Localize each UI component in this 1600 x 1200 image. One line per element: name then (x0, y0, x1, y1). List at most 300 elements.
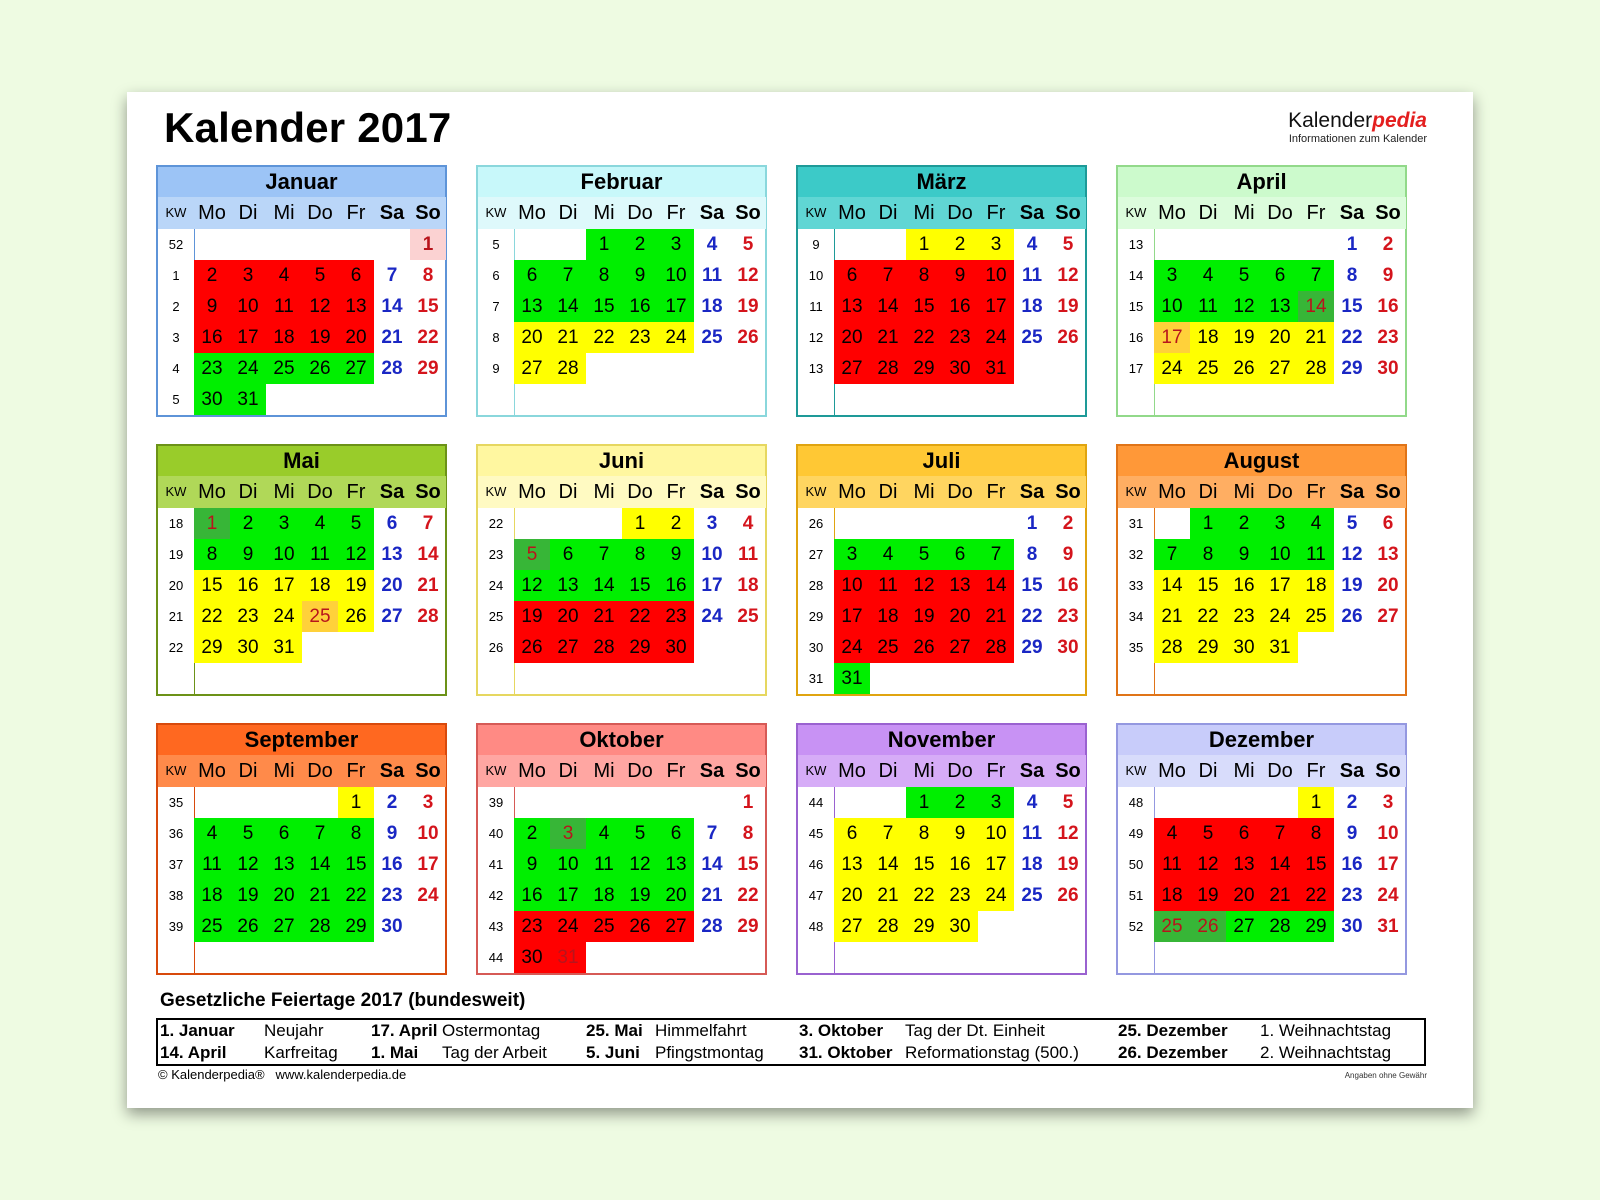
day-cell[interactable]: 27 (949, 637, 971, 658)
day-cell[interactable]: 5 (742, 234, 754, 255)
day-cell[interactable]: 18 (1021, 854, 1043, 875)
day-cell[interactable]: 3 (278, 513, 290, 534)
day-cell[interactable]: 24 (237, 358, 259, 379)
day-cell[interactable]: 31 (1269, 637, 1291, 658)
day-cell[interactable]: 2 (206, 265, 218, 286)
day-cell[interactable]: 8 (1202, 544, 1214, 565)
day-cell[interactable]: 23 (949, 327, 971, 348)
day-cell[interactable]: 27 (1269, 358, 1291, 379)
day-cell[interactable]: 26 (629, 916, 651, 937)
day-cell[interactable]: 2 (634, 234, 646, 255)
day-cell[interactable]: 29 (345, 916, 367, 937)
day-cell[interactable]: 5 (1238, 265, 1250, 286)
day-cell[interactable]: 19 (1341, 575, 1363, 596)
day-cell[interactable]: 15 (417, 296, 439, 317)
day-cell[interactable]: 28 (701, 916, 723, 937)
day-cell[interactable]: 17 (557, 885, 579, 906)
day-cell[interactable]: 2 (386, 792, 398, 813)
day-cell[interactable]: 1 (1026, 513, 1038, 534)
day-cell[interactable]: 15 (1197, 575, 1219, 596)
day-cell[interactable]: 27 (273, 916, 295, 937)
day-cell[interactable]: 11 (1021, 823, 1043, 844)
day-cell[interactable]: 2 (242, 513, 254, 534)
day-cell[interactable]: 3 (1166, 265, 1178, 286)
day-cell[interactable]: 21 (557, 327, 579, 348)
day-cell[interactable]: 20 (273, 885, 295, 906)
day-cell[interactable]: 13 (665, 854, 687, 875)
day-cell[interactable]: 15 (1305, 854, 1327, 875)
day-cell[interactable]: 1 (918, 792, 930, 813)
day-cell[interactable]: 26 (737, 327, 759, 348)
day-cell[interactable]: 6 (278, 823, 290, 844)
day-cell[interactable]: 16 (1341, 854, 1363, 875)
day-cell[interactable]: 7 (562, 265, 574, 286)
day-cell[interactable]: 24 (417, 885, 439, 906)
day-cell[interactable]: 23 (1341, 885, 1363, 906)
day-cell[interactable]: 5 (242, 823, 254, 844)
day-cell[interactable]: 4 (882, 544, 894, 565)
day-cell[interactable]: 10 (237, 296, 259, 317)
day-cell[interactable]: 11 (310, 544, 330, 565)
day-cell[interactable]: 16 (629, 296, 651, 317)
day-cell[interactable]: 29 (913, 916, 935, 937)
day-cell[interactable]: 12 (345, 544, 367, 565)
day-cell[interactable]: 14 (309, 854, 331, 875)
day-cell[interactable]: 31 (841, 668, 863, 689)
day-cell[interactable]: 17 (1161, 327, 1183, 348)
day-cell[interactable]: 1 (918, 234, 930, 255)
day-cell[interactable]: 22 (1305, 885, 1327, 906)
day-cell[interactable]: 4 (706, 234, 718, 255)
day-cell[interactable]: 5 (634, 823, 646, 844)
day-cell[interactable]: 16 (521, 885, 543, 906)
day-cell[interactable]: 15 (737, 854, 759, 875)
day-cell[interactable]: 1 (1346, 234, 1358, 255)
day-cell[interactable]: 20 (665, 885, 687, 906)
day-cell[interactable]: 4 (1026, 234, 1038, 255)
day-cell[interactable]: 25 (877, 637, 899, 658)
day-cell[interactable]: 26 (237, 916, 259, 937)
day-cell[interactable]: 24 (557, 916, 579, 937)
day-cell[interactable]: 18 (701, 296, 723, 317)
day-cell[interactable]: 11 (701, 265, 723, 286)
day-cell[interactable]: 16 (949, 854, 971, 875)
day-cell[interactable]: 26 (521, 637, 543, 658)
day-cell[interactable]: 6 (1274, 265, 1286, 286)
day-cell[interactable]: 7 (422, 513, 434, 534)
day-cell[interactable]: 25 (1305, 606, 1327, 627)
day-cell[interactable]: 29 (1341, 358, 1363, 379)
day-cell[interactable]: 31 (1377, 916, 1399, 937)
day-cell[interactable]: 6 (846, 265, 858, 286)
day-cell[interactable]: 5 (350, 513, 362, 534)
day-cell[interactable]: 10 (985, 265, 1007, 286)
day-cell[interactable]: 22 (417, 327, 439, 348)
day-cell[interactable]: 9 (954, 265, 966, 286)
day-cell[interactable]: 2 (1062, 513, 1074, 534)
day-cell[interactable]: 11 (274, 296, 294, 317)
day-cell[interactable]: 18 (201, 885, 223, 906)
day-cell[interactable]: 7 (1166, 544, 1178, 565)
day-cell[interactable]: 25 (1021, 885, 1043, 906)
day-cell[interactable]: 1 (350, 792, 362, 813)
day-cell[interactable]: 28 (381, 358, 403, 379)
day-cell[interactable]: 30 (949, 358, 971, 379)
day-cell[interactable]: 17 (1377, 854, 1399, 875)
day-cell[interactable]: 15 (1341, 296, 1363, 317)
day-cell[interactable]: 13 (273, 854, 295, 875)
day-cell[interactable]: 11 (1162, 854, 1182, 875)
day-cell[interactable]: 14 (701, 854, 723, 875)
day-cell[interactable]: 29 (201, 637, 223, 658)
day-cell[interactable]: 11 (202, 854, 222, 875)
day-cell[interactable]: 18 (1161, 885, 1183, 906)
day-cell[interactable]: 18 (1021, 296, 1043, 317)
day-cell[interactable]: 5 (1062, 234, 1074, 255)
day-cell[interactable]: 13 (345, 296, 367, 317)
day-cell[interactable]: 7 (990, 544, 1002, 565)
day-cell[interactable]: 15 (1021, 575, 1043, 596)
day-cell[interactable]: 27 (665, 916, 687, 937)
day-cell[interactable]: 3 (422, 792, 434, 813)
day-cell[interactable]: 30 (381, 916, 403, 937)
day-cell[interactable]: 28 (557, 358, 579, 379)
day-cell[interactable]: 21 (877, 327, 899, 348)
day-cell[interactable]: 4 (598, 823, 610, 844)
day-cell[interactable]: 24 (1269, 606, 1291, 627)
day-cell[interactable]: 21 (1161, 606, 1183, 627)
day-cell[interactable]: 18 (1197, 327, 1219, 348)
day-cell[interactable]: 12 (309, 296, 331, 317)
day-cell[interactable]: 29 (1197, 637, 1219, 658)
day-cell[interactable]: 9 (386, 823, 398, 844)
day-cell[interactable]: 30 (1377, 358, 1399, 379)
day-cell[interactable]: 1 (1310, 792, 1322, 813)
day-cell[interactable]: 5 (314, 265, 326, 286)
day-cell[interactable]: 15 (629, 575, 651, 596)
day-cell[interactable]: 3 (562, 823, 574, 844)
day-cell[interactable]: 17 (665, 296, 687, 317)
day-cell[interactable]: 4 (1310, 513, 1322, 534)
day-cell[interactable]: 7 (1310, 265, 1322, 286)
day-cell[interactable]: 8 (1310, 823, 1322, 844)
day-cell[interactable]: 10 (417, 823, 439, 844)
day-cell[interactable]: 8 (1346, 265, 1358, 286)
day-cell[interactable]: 17 (701, 575, 723, 596)
day-cell[interactable]: 18 (877, 606, 899, 627)
day-cell[interactable]: 26 (1057, 885, 1079, 906)
day-cell[interactable]: 29 (737, 916, 759, 937)
day-cell[interactable]: 29 (913, 358, 935, 379)
day-cell[interactable]: 3 (990, 234, 1002, 255)
day-cell[interactable]: 16 (237, 575, 259, 596)
day-cell[interactable]: 26 (345, 606, 367, 627)
day-cell[interactable]: 21 (701, 885, 723, 906)
day-cell[interactable]: 21 (985, 606, 1007, 627)
day-cell[interactable]: 25 (701, 327, 723, 348)
day-cell[interactable]: 1 (742, 792, 754, 813)
day-cell[interactable]: 25 (201, 916, 223, 937)
day-cell[interactable]: 3 (242, 265, 254, 286)
day-cell[interactable]: 21 (309, 885, 331, 906)
day-cell[interactable]: 15 (201, 575, 223, 596)
day-cell[interactable]: 25 (737, 606, 759, 627)
day-cell[interactable]: 30 (665, 637, 687, 658)
day-cell[interactable]: 8 (918, 265, 930, 286)
day-cell[interactable]: 24 (1161, 358, 1183, 379)
day-cell[interactable]: 20 (521, 327, 543, 348)
day-cell[interactable]: 12 (1057, 265, 1079, 286)
day-cell[interactable]: 19 (1057, 296, 1079, 317)
day-cell[interactable]: 12 (521, 575, 543, 596)
day-cell[interactable]: 10 (665, 265, 687, 286)
day-cell[interactable]: 22 (1197, 606, 1219, 627)
day-cell[interactable]: 30 (949, 916, 971, 937)
day-cell[interactable]: 12 (737, 265, 759, 286)
day-cell[interactable]: 14 (877, 296, 899, 317)
day-cell[interactable]: 22 (737, 885, 759, 906)
day-cell[interactable]: 8 (422, 265, 434, 286)
day-cell[interactable]: 19 (1233, 327, 1255, 348)
day-cell[interactable]: 23 (381, 885, 403, 906)
day-cell[interactable]: 5 (1062, 792, 1074, 813)
day-cell[interactable]: 7 (706, 823, 718, 844)
day-cell[interactable]: 8 (350, 823, 362, 844)
day-cell[interactable]: 16 (949, 296, 971, 317)
day-cell[interactable]: 16 (1057, 575, 1079, 596)
day-cell[interactable]: 27 (345, 358, 367, 379)
day-cell[interactable]: 14 (557, 296, 579, 317)
day-cell[interactable]: 20 (1269, 327, 1291, 348)
day-cell[interactable]: 20 (1233, 885, 1255, 906)
day-cell[interactable]: 13 (1269, 296, 1291, 317)
day-cell[interactable]: 11 (1306, 544, 1326, 565)
day-cell[interactable]: 11 (878, 575, 898, 596)
day-cell[interactable]: 10 (985, 823, 1007, 844)
day-cell[interactable]: 29 (629, 637, 651, 658)
day-cell[interactable]: 22 (201, 606, 223, 627)
day-cell[interactable]: 24 (841, 637, 863, 658)
day-cell[interactable]: 23 (1233, 606, 1255, 627)
day-cell[interactable]: 31 (237, 389, 259, 410)
day-cell[interactable]: 9 (954, 823, 966, 844)
day-cell[interactable]: 13 (1233, 854, 1255, 875)
day-cell[interactable]: 20 (557, 606, 579, 627)
day-cell[interactable]: 10 (557, 854, 579, 875)
day-cell[interactable]: 29 (1305, 916, 1327, 937)
day-cell[interactable]: 21 (593, 606, 615, 627)
day-cell[interactable]: 15 (913, 296, 935, 317)
day-cell[interactable]: 7 (1274, 823, 1286, 844)
day-cell[interactable]: 24 (701, 606, 723, 627)
day-cell[interactable]: 20 (841, 327, 863, 348)
day-cell[interactable]: 9 (634, 265, 646, 286)
day-cell[interactable]: 25 (1161, 916, 1183, 937)
day-cell[interactable]: 5 (918, 544, 930, 565)
day-cell[interactable]: 15 (345, 854, 367, 875)
day-cell[interactable]: 6 (386, 513, 398, 534)
day-cell[interactable]: 27 (557, 637, 579, 658)
day-cell[interactable]: 25 (1197, 358, 1219, 379)
day-cell[interactable]: 26 (1233, 358, 1255, 379)
day-cell[interactable]: 27 (381, 606, 403, 627)
day-cell[interactable]: 31 (273, 637, 295, 658)
day-cell[interactable]: 23 (237, 606, 259, 627)
day-cell[interactable]: 18 (593, 885, 615, 906)
day-cell[interactable]: 19 (345, 575, 367, 596)
day-cell[interactable]: 1 (634, 513, 646, 534)
day-cell[interactable]: 8 (206, 544, 218, 565)
day-cell[interactable]: 22 (1341, 327, 1363, 348)
day-cell[interactable]: 23 (629, 327, 651, 348)
day-cell[interactable]: 13 (841, 296, 863, 317)
day-cell[interactable]: 19 (1197, 885, 1219, 906)
day-cell[interactable]: 19 (1057, 854, 1079, 875)
day-cell[interactable]: 21 (381, 327, 403, 348)
day-cell[interactable]: 13 (1377, 544, 1399, 565)
day-cell[interactable]: 3 (1274, 513, 1286, 534)
day-cell[interactable]: 11 (737, 544, 759, 565)
day-cell[interactable]: 8 (1026, 544, 1038, 565)
day-cell[interactable]: 7 (882, 823, 894, 844)
day-cell[interactable]: 12 (913, 575, 935, 596)
day-cell[interactable]: 6 (954, 544, 966, 565)
day-cell[interactable]: 17 (1269, 575, 1291, 596)
day-cell[interactable]: 11 (1198, 296, 1218, 317)
day-cell[interactable]: 5 (1202, 823, 1214, 844)
day-cell[interactable]: 2 (1346, 792, 1358, 813)
day-cell[interactable]: 18 (309, 575, 331, 596)
day-cell[interactable]: 23 (201, 358, 223, 379)
day-cell[interactable]: 1 (422, 234, 434, 255)
day-cell[interactable]: 27 (1233, 916, 1255, 937)
day-cell[interactable]: 24 (665, 327, 687, 348)
day-cell[interactable]: 2 (954, 792, 966, 813)
day-cell[interactable]: 10 (701, 544, 723, 565)
day-cell[interactable]: 2 (1382, 234, 1394, 255)
day-cell[interactable]: 4 (742, 513, 754, 534)
day-cell[interactable]: 22 (913, 327, 935, 348)
day-cell[interactable]: 17 (237, 327, 259, 348)
day-cell[interactable]: 22 (593, 327, 615, 348)
day-cell[interactable]: 14 (985, 575, 1007, 596)
day-cell[interactable]: 26 (1057, 327, 1079, 348)
day-cell[interactable]: 28 (417, 606, 439, 627)
day-cell[interactable]: 30 (521, 947, 543, 968)
day-cell[interactable]: 6 (562, 544, 574, 565)
day-cell[interactable]: 15 (593, 296, 615, 317)
day-cell[interactable]: 5 (526, 544, 538, 565)
day-cell[interactable]: 10 (1377, 823, 1399, 844)
day-cell[interactable]: 16 (665, 575, 687, 596)
day-cell[interactable]: 12 (237, 854, 259, 875)
day-cell[interactable]: 27 (1377, 606, 1399, 627)
day-cell[interactable]: 25 (309, 606, 331, 627)
day-cell[interactable]: 9 (1238, 544, 1250, 565)
day-cell[interactable]: 12 (1341, 544, 1363, 565)
day-cell[interactable]: 30 (237, 637, 259, 658)
day-cell[interactable]: 13 (381, 544, 403, 565)
day-cell[interactable]: 2 (1238, 513, 1250, 534)
day-cell[interactable]: 12 (1233, 296, 1255, 317)
day-cell[interactable]: 25 (273, 358, 295, 379)
day-cell[interactable]: 6 (1238, 823, 1250, 844)
day-cell[interactable]: 30 (1057, 637, 1079, 658)
day-cell[interactable]: 22 (345, 885, 367, 906)
day-cell[interactable]: 14 (593, 575, 615, 596)
day-cell[interactable]: 13 (557, 575, 579, 596)
day-cell[interactable]: 14 (877, 854, 899, 875)
day-cell[interactable]: 2 (526, 823, 538, 844)
day-cell[interactable]: 19 (521, 606, 543, 627)
day-cell[interactable]: 14 (1305, 296, 1327, 317)
day-cell[interactable]: 1 (1202, 513, 1214, 534)
day-cell[interactable]: 27 (841, 358, 863, 379)
day-cell[interactable]: 23 (521, 916, 543, 937)
day-cell[interactable]: 24 (1377, 885, 1399, 906)
day-cell[interactable]: 10 (841, 575, 863, 596)
day-cell[interactable]: 7 (882, 265, 894, 286)
day-cell[interactable]: 26 (309, 358, 331, 379)
day-cell[interactable]: 10 (273, 544, 295, 565)
day-cell[interactable]: 30 (1233, 637, 1255, 658)
day-cell[interactable]: 4 (1166, 823, 1178, 844)
day-cell[interactable]: 25 (593, 916, 615, 937)
day-cell[interactable]: 9 (526, 854, 538, 875)
day-cell[interactable]: 12 (1057, 823, 1079, 844)
day-cell[interactable]: 12 (629, 854, 651, 875)
day-cell[interactable]: 8 (742, 823, 754, 844)
day-cell[interactable]: 17 (841, 606, 863, 627)
day-cell[interactable]: 28 (309, 916, 331, 937)
day-cell[interactable]: 31 (985, 358, 1007, 379)
day-cell[interactable]: 14 (1269, 854, 1291, 875)
day-cell[interactable]: 26 (913, 637, 935, 658)
day-cell[interactable]: 20 (841, 885, 863, 906)
day-cell[interactable]: 4 (314, 513, 326, 534)
day-cell[interactable]: 1 (598, 234, 610, 255)
day-cell[interactable]: 21 (417, 575, 439, 596)
day-cell[interactable]: 19 (309, 327, 331, 348)
day-cell[interactable]: 4 (1026, 792, 1038, 813)
day-cell[interactable]: 17 (985, 854, 1007, 875)
day-cell[interactable]: 3 (706, 513, 718, 534)
day-cell[interactable]: 14 (1161, 575, 1183, 596)
day-cell[interactable]: 13 (949, 575, 971, 596)
day-cell[interactable]: 9 (242, 544, 254, 565)
day-cell[interactable]: 17 (417, 854, 439, 875)
day-cell[interactable]: 24 (985, 327, 1007, 348)
day-cell[interactable]: 6 (846, 823, 858, 844)
day-cell[interactable]: 23 (949, 885, 971, 906)
day-cell[interactable]: 18 (273, 327, 295, 348)
day-cell[interactable]: 20 (1377, 575, 1399, 596)
day-cell[interactable]: 19 (913, 606, 935, 627)
day-cell[interactable]: 13 (841, 854, 863, 875)
day-cell[interactable]: 21 (1305, 327, 1327, 348)
day-cell[interactable]: 28 (1269, 916, 1291, 937)
day-cell[interactable]: 30 (1341, 916, 1363, 937)
day-cell[interactable]: 28 (1305, 358, 1327, 379)
day-cell[interactable]: 20 (345, 327, 367, 348)
day-cell[interactable]: 8 (634, 544, 646, 565)
day-cell[interactable]: 6 (350, 265, 362, 286)
day-cell[interactable]: 21 (877, 885, 899, 906)
day-cell[interactable]: 4 (206, 823, 218, 844)
day-cell[interactable]: 17 (985, 296, 1007, 317)
day-cell[interactable]: 24 (985, 885, 1007, 906)
day-cell[interactable]: 16 (1233, 575, 1255, 596)
